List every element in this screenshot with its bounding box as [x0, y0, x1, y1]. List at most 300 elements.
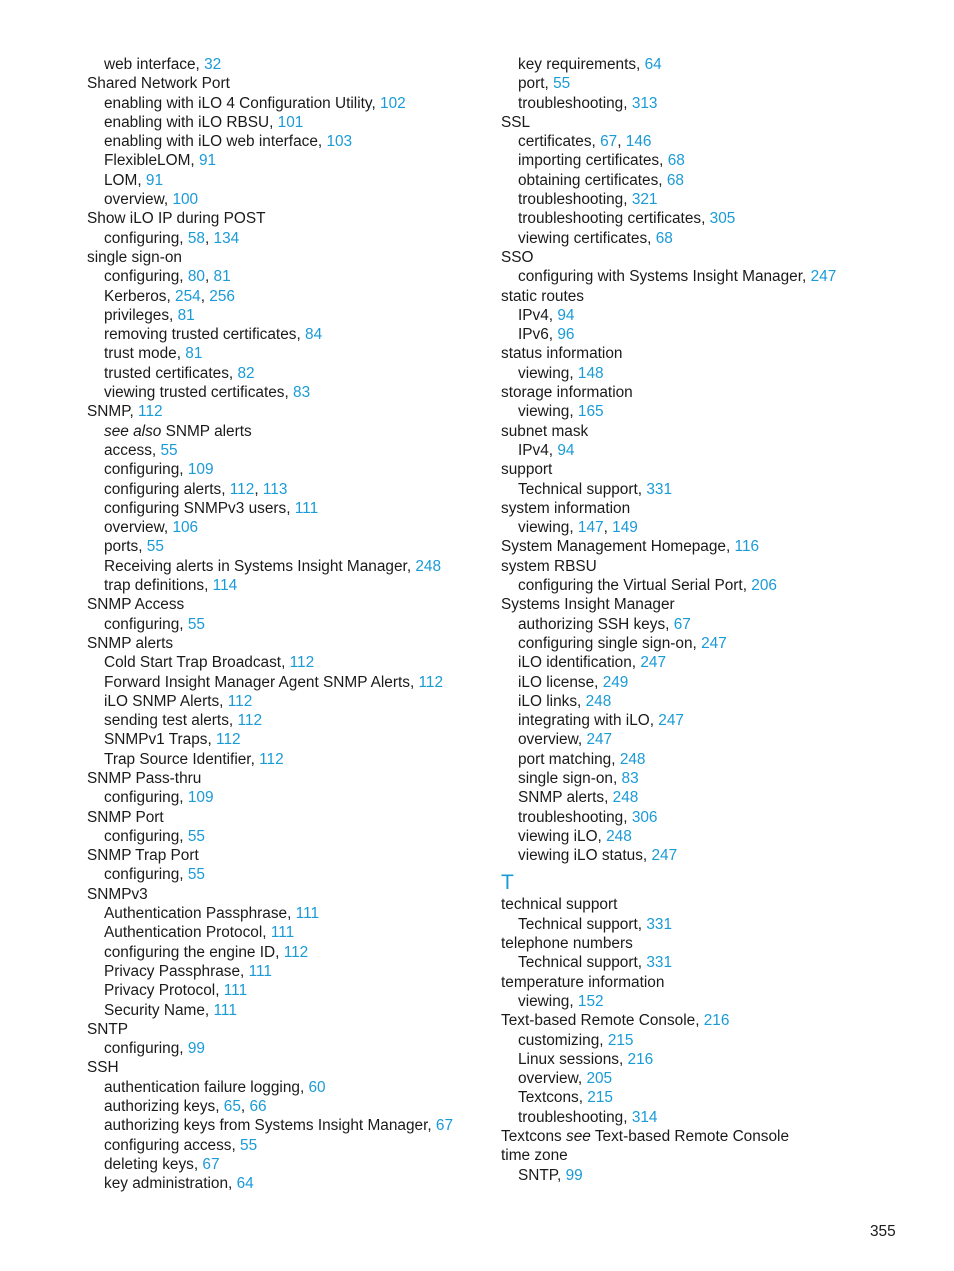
entry-text: SNMP Port: [87, 808, 164, 826]
page-link[interactable]: 100: [172, 191, 199, 209]
page-link[interactable]: 306: [631, 808, 658, 826]
cross-reference-label: see also: [104, 422, 162, 440]
page-link[interactable]: 216: [627, 1050, 654, 1068]
entry-text: configuring,: [104, 461, 188, 479]
page-link[interactable]: 66: [249, 1098, 267, 1116]
page-link[interactable]: 215: [587, 1089, 613, 1107]
page-link[interactable]: 247: [586, 731, 613, 749]
index-subentry: [87, 653, 487, 672]
page-link[interactable]: 55: [187, 615, 205, 633]
page-separator: ,: [240, 1098, 250, 1116]
page-link[interactable]: 81: [213, 268, 231, 286]
entry-text: Shared Network Port: [87, 75, 230, 93]
index-subentry: [87, 615, 487, 634]
index-subentry: [501, 209, 921, 228]
entry-text: Linux sessions,: [518, 1050, 628, 1068]
entry-text: customizing,: [518, 1031, 608, 1049]
entry-text: storage information: [501, 384, 633, 402]
index-entry: [501, 344, 921, 363]
page-separator: ,: [603, 519, 613, 537]
page-link[interactable]: 67: [202, 1155, 220, 1173]
index-entry: [87, 1058, 487, 1077]
entry-text: telephone numbers: [501, 935, 633, 953]
index-subentry: [501, 1166, 921, 1185]
index-entry: [87, 769, 487, 788]
page-link[interactable]: 111: [295, 905, 320, 923]
page-number: 355: [870, 1223, 896, 1240]
index-entry: [501, 113, 921, 132]
entry-text: enabling with iLO web interface,: [104, 133, 327, 151]
entry-text: system RBSU: [501, 557, 597, 575]
index-subentry: [87, 865, 487, 884]
index-subentry: [87, 750, 487, 769]
entry-text: sending test alerts,: [104, 712, 238, 730]
page-link[interactable]: 152: [577, 992, 604, 1010]
index-subentry: [87, 962, 487, 981]
index-subentry: [87, 364, 487, 383]
entry-text: obtaining certificates,: [518, 171, 667, 189]
index-subentry: [87, 537, 487, 556]
page-link[interactable]: 111: [248, 962, 272, 980]
index-subentry: [501, 692, 921, 711]
cross-reference-target: Text-based Remote Console: [590, 1128, 790, 1146]
entry-text: SNMP alerts,: [518, 789, 613, 807]
page-link[interactable]: 112: [259, 750, 284, 768]
entry-text: importing certificates,: [518, 152, 668, 170]
page-link[interactable]: 331: [646, 915, 673, 933]
entry-text: SSL: [501, 113, 531, 131]
entry-text: FlexibleLOM,: [104, 152, 199, 170]
index-entry: [87, 209, 487, 228]
index-subentry: [501, 171, 921, 190]
page-link[interactable]: 55: [160, 441, 178, 459]
index-entry: [501, 422, 921, 441]
entry-text: removing trusted certificates,: [104, 326, 306, 344]
entry-text: trusted certificates,: [104, 364, 238, 382]
entry-text: viewing iLO status,: [518, 847, 652, 865]
index-entry: [501, 248, 921, 267]
entry-text: Systems Insight Manager: [501, 596, 675, 614]
page-link[interactable]: 83: [621, 769, 639, 787]
page-separator: ,: [204, 229, 214, 247]
entry-text: viewing,: [518, 992, 578, 1010]
entry-text: configuring,: [104, 1040, 188, 1058]
index-subentry: [501, 953, 921, 972]
page-link[interactable]: 55: [146, 538, 164, 556]
page-link[interactable]: 58: [187, 229, 205, 247]
entry-text: configuring alerts,: [104, 480, 230, 498]
index-entry: [501, 934, 921, 953]
entry-text: Trap Source Identifier,: [104, 750, 260, 768]
index-subentry: [501, 55, 921, 74]
index-subentry: [87, 692, 487, 711]
index-subentry: [87, 1174, 487, 1193]
index-subentry: [501, 653, 921, 672]
index-subentry: [501, 1069, 921, 1088]
page-link[interactable]: 113: [262, 480, 288, 498]
page-separator: ,: [254, 480, 263, 498]
entry-text: viewing,: [518, 364, 578, 382]
entry-text: Receiving alerts in Systems Insight Manager,: [104, 557, 416, 575]
page-link[interactable]: 106: [172, 519, 199, 537]
index-subentry: [87, 730, 487, 749]
index-subentry: [501, 846, 921, 865]
entry-text: viewing certificates,: [518, 229, 656, 247]
index-subentry: [501, 1050, 921, 1069]
page-link[interactable]: 313: [631, 94, 658, 112]
entry-text: web interface,: [104, 56, 205, 73]
index-subentry: [87, 287, 487, 306]
index-subentry: [87, 711, 487, 730]
entry-text: troubleshooting,: [518, 1108, 632, 1126]
page-link[interactable]: 112: [229, 480, 255, 498]
page-link[interactable]: 111: [223, 982, 248, 1000]
page-link[interactable]: 111: [270, 924, 295, 942]
entry-text: SNTP,: [518, 1166, 566, 1184]
index-subentry: [501, 229, 921, 248]
page-link[interactable]: 99: [565, 1166, 583, 1184]
page-link[interactable]: 147: [577, 519, 604, 537]
page-link[interactable]: 256: [209, 287, 235, 305]
entry-text: Security Name,: [104, 1001, 214, 1019]
entry-text: ports,: [104, 538, 147, 556]
index-subentry: [87, 171, 487, 190]
page-link[interactable]: 68: [655, 229, 673, 247]
index-entry: [501, 460, 921, 479]
entry-text: configuring,: [104, 268, 188, 286]
page-link[interactable]: 114: [212, 577, 238, 595]
page-link[interactable]: 32: [204, 56, 222, 73]
page-link[interactable]: 80: [187, 268, 205, 286]
page-link[interactable]: 112: [138, 403, 163, 421]
entry-text: subnet mask: [501, 422, 589, 440]
entry-text: troubleshooting,: [518, 191, 632, 209]
page-link[interactable]: 314: [631, 1108, 658, 1126]
index-subentry: [501, 1088, 921, 1107]
entry-text: SNMP Access: [87, 596, 185, 614]
page-link[interactable]: 67: [435, 1117, 454, 1135]
entry-text: single sign-on,: [518, 769, 622, 787]
entry-text: configuring SNMPv3 users,: [104, 499, 295, 517]
index-entry: [501, 1146, 921, 1165]
entry-text: system information: [501, 499, 631, 517]
page-link[interactable]: 81: [185, 345, 203, 363]
index-entry: [87, 595, 487, 614]
entry-text: IPv4,: [518, 441, 558, 459]
page-link[interactable]: 205: [586, 1070, 613, 1088]
entry-text: enabling with iLO 4 Configuration Utility,: [104, 94, 381, 112]
index-subentry: [87, 981, 487, 1000]
index-subentry: [87, 576, 487, 595]
page-link[interactable]: 247: [651, 847, 678, 865]
index-subentry: [87, 673, 487, 692]
entry-text: SNMP alerts: [161, 422, 252, 440]
page-link[interactable]: 249: [602, 673, 629, 691]
entry-text: Cold Start Trap Broadcast,: [104, 654, 290, 672]
index-subentry: [87, 557, 487, 576]
page-link[interactable]: 68: [666, 171, 684, 189]
entry-text: viewing,: [518, 403, 578, 421]
index-subentry: [501, 94, 921, 113]
index-entry: [501, 595, 921, 614]
index-column-left: [87, 55, 487, 1194]
page-link[interactable]: 81: [177, 306, 195, 324]
index-entry: [501, 499, 921, 518]
index-subentry: [501, 788, 921, 807]
index-subentry: [87, 55, 487, 74]
index-subentry: [501, 769, 921, 788]
page-link[interactable]: 134: [213, 229, 240, 247]
index-subentry: [87, 383, 487, 402]
page-link[interactable]: 99: [187, 1040, 205, 1058]
page-link[interactable]: 148: [577, 364, 604, 382]
page-link[interactable]: 64: [236, 1175, 254, 1193]
page-link[interactable]: 248: [415, 557, 442, 575]
index-subentry: [501, 1108, 921, 1127]
index-subentry: [87, 1078, 487, 1097]
entry-text: key requirements,: [518, 56, 645, 73]
entry-text: viewing iLO,: [518, 827, 607, 845]
entry-text: status information: [501, 345, 623, 363]
entry-text: configuring,: [104, 615, 188, 633]
page-link[interactable]: 83: [293, 384, 311, 402]
index-subentry: [87, 267, 487, 286]
page-link[interactable]: 248: [619, 750, 646, 768]
index-subentry: [87, 113, 487, 132]
page-link[interactable]: 109: [187, 461, 214, 479]
index-subentry: [87, 325, 487, 344]
entry-text: configuring the Virtual Serial Port,: [518, 577, 752, 595]
index-entry: [87, 1020, 487, 1039]
index-subentry: [87, 441, 487, 460]
page-link[interactable]: 321: [631, 191, 658, 209]
entry-text: Show iLO IP during POST: [87, 210, 266, 228]
index-entry: [501, 1011, 921, 1030]
index-subentry: [501, 576, 921, 595]
page-link[interactable]: 55: [187, 866, 205, 884]
entry-text: IPv6,: [518, 326, 558, 344]
entry-text: overview,: [104, 519, 173, 537]
index-subentry: [501, 750, 921, 769]
entry-text: Authentication Passphrase,: [104, 905, 296, 923]
page-link[interactable]: 67: [673, 615, 691, 633]
entry-text: iLO SNMP Alerts,: [104, 692, 228, 710]
entry-text: viewing,: [518, 519, 578, 537]
index-subentry: [87, 306, 487, 325]
index-entry: [501, 537, 921, 556]
entry-text: LOM,: [104, 171, 146, 189]
index-subentry: [501, 673, 921, 692]
entry-text: SNMP alerts: [87, 634, 174, 652]
page-link[interactable]: 109: [187, 789, 214, 807]
index-subentry: [87, 480, 487, 499]
index-subentry: [501, 364, 921, 383]
index-entry: [87, 74, 487, 93]
page-link[interactable]: 248: [606, 827, 632, 845]
page-link[interactable]: 112: [283, 943, 309, 961]
index-subentry: [501, 615, 921, 634]
page-link[interactable]: 112: [227, 692, 253, 710]
index-entry: [501, 895, 921, 914]
index-entry: [87, 634, 487, 653]
index-letter-heading: T: [501, 871, 514, 895]
page-link[interactable]: 248: [585, 692, 612, 710]
page-link[interactable]: 94: [557, 441, 575, 459]
index-subentry: [87, 132, 487, 151]
page-link[interactable]: 64: [644, 56, 662, 73]
entry-text: Privacy Protocol,: [104, 982, 224, 1000]
index-subentry: [87, 788, 487, 807]
page-link[interactable]: 112: [289, 654, 315, 672]
index-subentry: [501, 132, 921, 151]
index-subentry: [501, 190, 921, 209]
entry-text: authentication failure logging,: [104, 1078, 309, 1096]
page-link[interactable]: 215: [607, 1031, 634, 1049]
page-link[interactable]: 101: [277, 113, 304, 131]
entry-text: System Management Homepage,: [501, 538, 735, 556]
page-link[interactable]: 55: [240, 1136, 258, 1154]
page-link[interactable]: 116: [734, 538, 760, 556]
page-link[interactable]: 216: [703, 1012, 730, 1030]
index-subentry: [501, 915, 921, 934]
page-link[interactable]: 206: [751, 577, 777, 595]
index-subentry: [501, 730, 921, 749]
index-subentry: [501, 325, 921, 344]
entry-text: iLO links,: [518, 692, 586, 710]
page-link[interactable]: 149: [612, 519, 638, 537]
entry-text: trap definitions,: [104, 577, 213, 595]
index-subentry: [87, 460, 487, 479]
page-link[interactable]: 60: [308, 1078, 326, 1096]
page-link[interactable]: 91: [198, 152, 217, 170]
page-link[interactable]: 247: [810, 268, 837, 286]
entry-text: configuring with Systems Insight Manager,: [518, 268, 811, 286]
entry-text: key administration,: [104, 1175, 237, 1193]
entry-text: SNMPv1 Traps,: [104, 731, 217, 749]
entry-text: Kerberos,: [104, 287, 176, 305]
page-link[interactable]: 331: [646, 954, 673, 972]
index-subentry: [501, 518, 921, 537]
entry-text: certificates,: [518, 133, 601, 151]
index-entry: [501, 383, 921, 402]
entry-text: Forward Insight Manager Agent SNMP Alerts,: [104, 673, 419, 691]
entry-text: SSH: [87, 1059, 119, 1077]
page-link[interactable]: 331: [646, 480, 673, 498]
index-subentry: [87, 923, 487, 942]
page-link[interactable]: 247: [658, 712, 684, 730]
entry-text: overview,: [104, 191, 173, 209]
entry-text: configuring,: [104, 866, 188, 884]
entry-text: configuring,: [104, 229, 188, 247]
index-subentry: [87, 1097, 487, 1116]
index-subentry: [87, 344, 487, 363]
page-link[interactable]: 254: [175, 287, 201, 305]
entry-text: Text-based Remote Console,: [501, 1012, 704, 1030]
index-subentry: [501, 402, 921, 421]
page-link[interactable]: 96: [557, 326, 575, 344]
index-subentry: [87, 1116, 487, 1135]
entry-text: Technical support,: [518, 915, 647, 933]
entry-text: authorizing keys,: [104, 1098, 224, 1116]
page-link[interactable]: 146: [625, 133, 652, 151]
index-subentry: [87, 422, 487, 441]
index-subentry: [87, 229, 487, 248]
index-subentry: [501, 711, 921, 730]
entry-text: troubleshooting,: [518, 94, 632, 112]
page-link[interactable]: 55: [187, 827, 205, 845]
page-link[interactable]: 102: [380, 94, 406, 112]
page-link[interactable]: 112: [216, 731, 241, 749]
index-subentry: [87, 151, 487, 170]
page-link[interactable]: 103: [326, 133, 353, 151]
entry-text: authorizing keys from Systems Insight Manager,: [104, 1117, 436, 1135]
entry-text: deleting keys,: [104, 1155, 203, 1173]
page-link[interactable]: 111: [213, 1001, 237, 1019]
index-subentry: [501, 306, 921, 325]
page-link[interactable]: 247: [701, 634, 727, 652]
page-link[interactable]: 94: [557, 306, 575, 324]
entry-text: single sign-on: [87, 248, 182, 266]
entry-text: temperature information: [501, 973, 665, 991]
index-subentry: [501, 480, 921, 499]
page-link[interactable]: 111: [294, 499, 319, 517]
page-link[interactable]: 67: [600, 133, 618, 151]
entry-text: privileges,: [104, 306, 178, 324]
page-link[interactable]: 112: [418, 673, 444, 691]
index-subentry: [501, 808, 921, 827]
entry-text: enabling with iLO RBSU,: [104, 113, 278, 131]
entry-text: Technical support,: [518, 954, 647, 972]
index-subentry: [501, 992, 921, 1011]
index-entry: [501, 287, 921, 306]
page-link[interactable]: 55: [553, 75, 571, 93]
index-subentry: [87, 94, 487, 113]
entry-text: configuring single sign-on,: [518, 634, 702, 652]
index-subentry: [87, 1155, 487, 1174]
page-link[interactable]: 82: [237, 364, 255, 382]
entry-text: access,: [104, 441, 161, 459]
entry-text: overview,: [518, 1070, 587, 1088]
page-link[interactable]: 247: [640, 654, 667, 672]
entry-text: overview,: [518, 731, 587, 749]
entry-text: configuring the engine ID,: [104, 943, 284, 961]
page-link[interactable]: 305: [709, 210, 736, 228]
entry-text: IPv4,: [518, 306, 558, 324]
cross-reference-label: see: [566, 1128, 591, 1146]
page-link[interactable]: 112: [237, 712, 263, 730]
page-link[interactable]: 65: [223, 1098, 241, 1116]
index-subentry: [87, 518, 487, 537]
page-separator: ,: [617, 133, 626, 151]
entry-text: troubleshooting,: [518, 808, 632, 826]
entry-text: viewing trusted certificates,: [104, 384, 294, 402]
page-link[interactable]: 91: [145, 171, 164, 189]
index-subentry: [501, 74, 921, 93]
entry-text: SSO: [501, 248, 534, 266]
page-separator: ,: [200, 287, 210, 305]
page-link[interactable]: 84: [305, 326, 323, 344]
entry-text: configuring access,: [104, 1136, 241, 1154]
entry-text: SNMP,: [87, 403, 139, 421]
entry-text: Privacy Passphrase,: [104, 962, 249, 980]
index-subentry: [501, 441, 921, 460]
index-subentry: [87, 904, 487, 923]
entry-text: Textcons: [501, 1128, 567, 1146]
page-link[interactable]: 248: [612, 789, 639, 807]
index-subentry: [501, 267, 921, 286]
page-link[interactable]: 68: [667, 152, 685, 170]
page-link[interactable]: 165: [577, 403, 604, 421]
